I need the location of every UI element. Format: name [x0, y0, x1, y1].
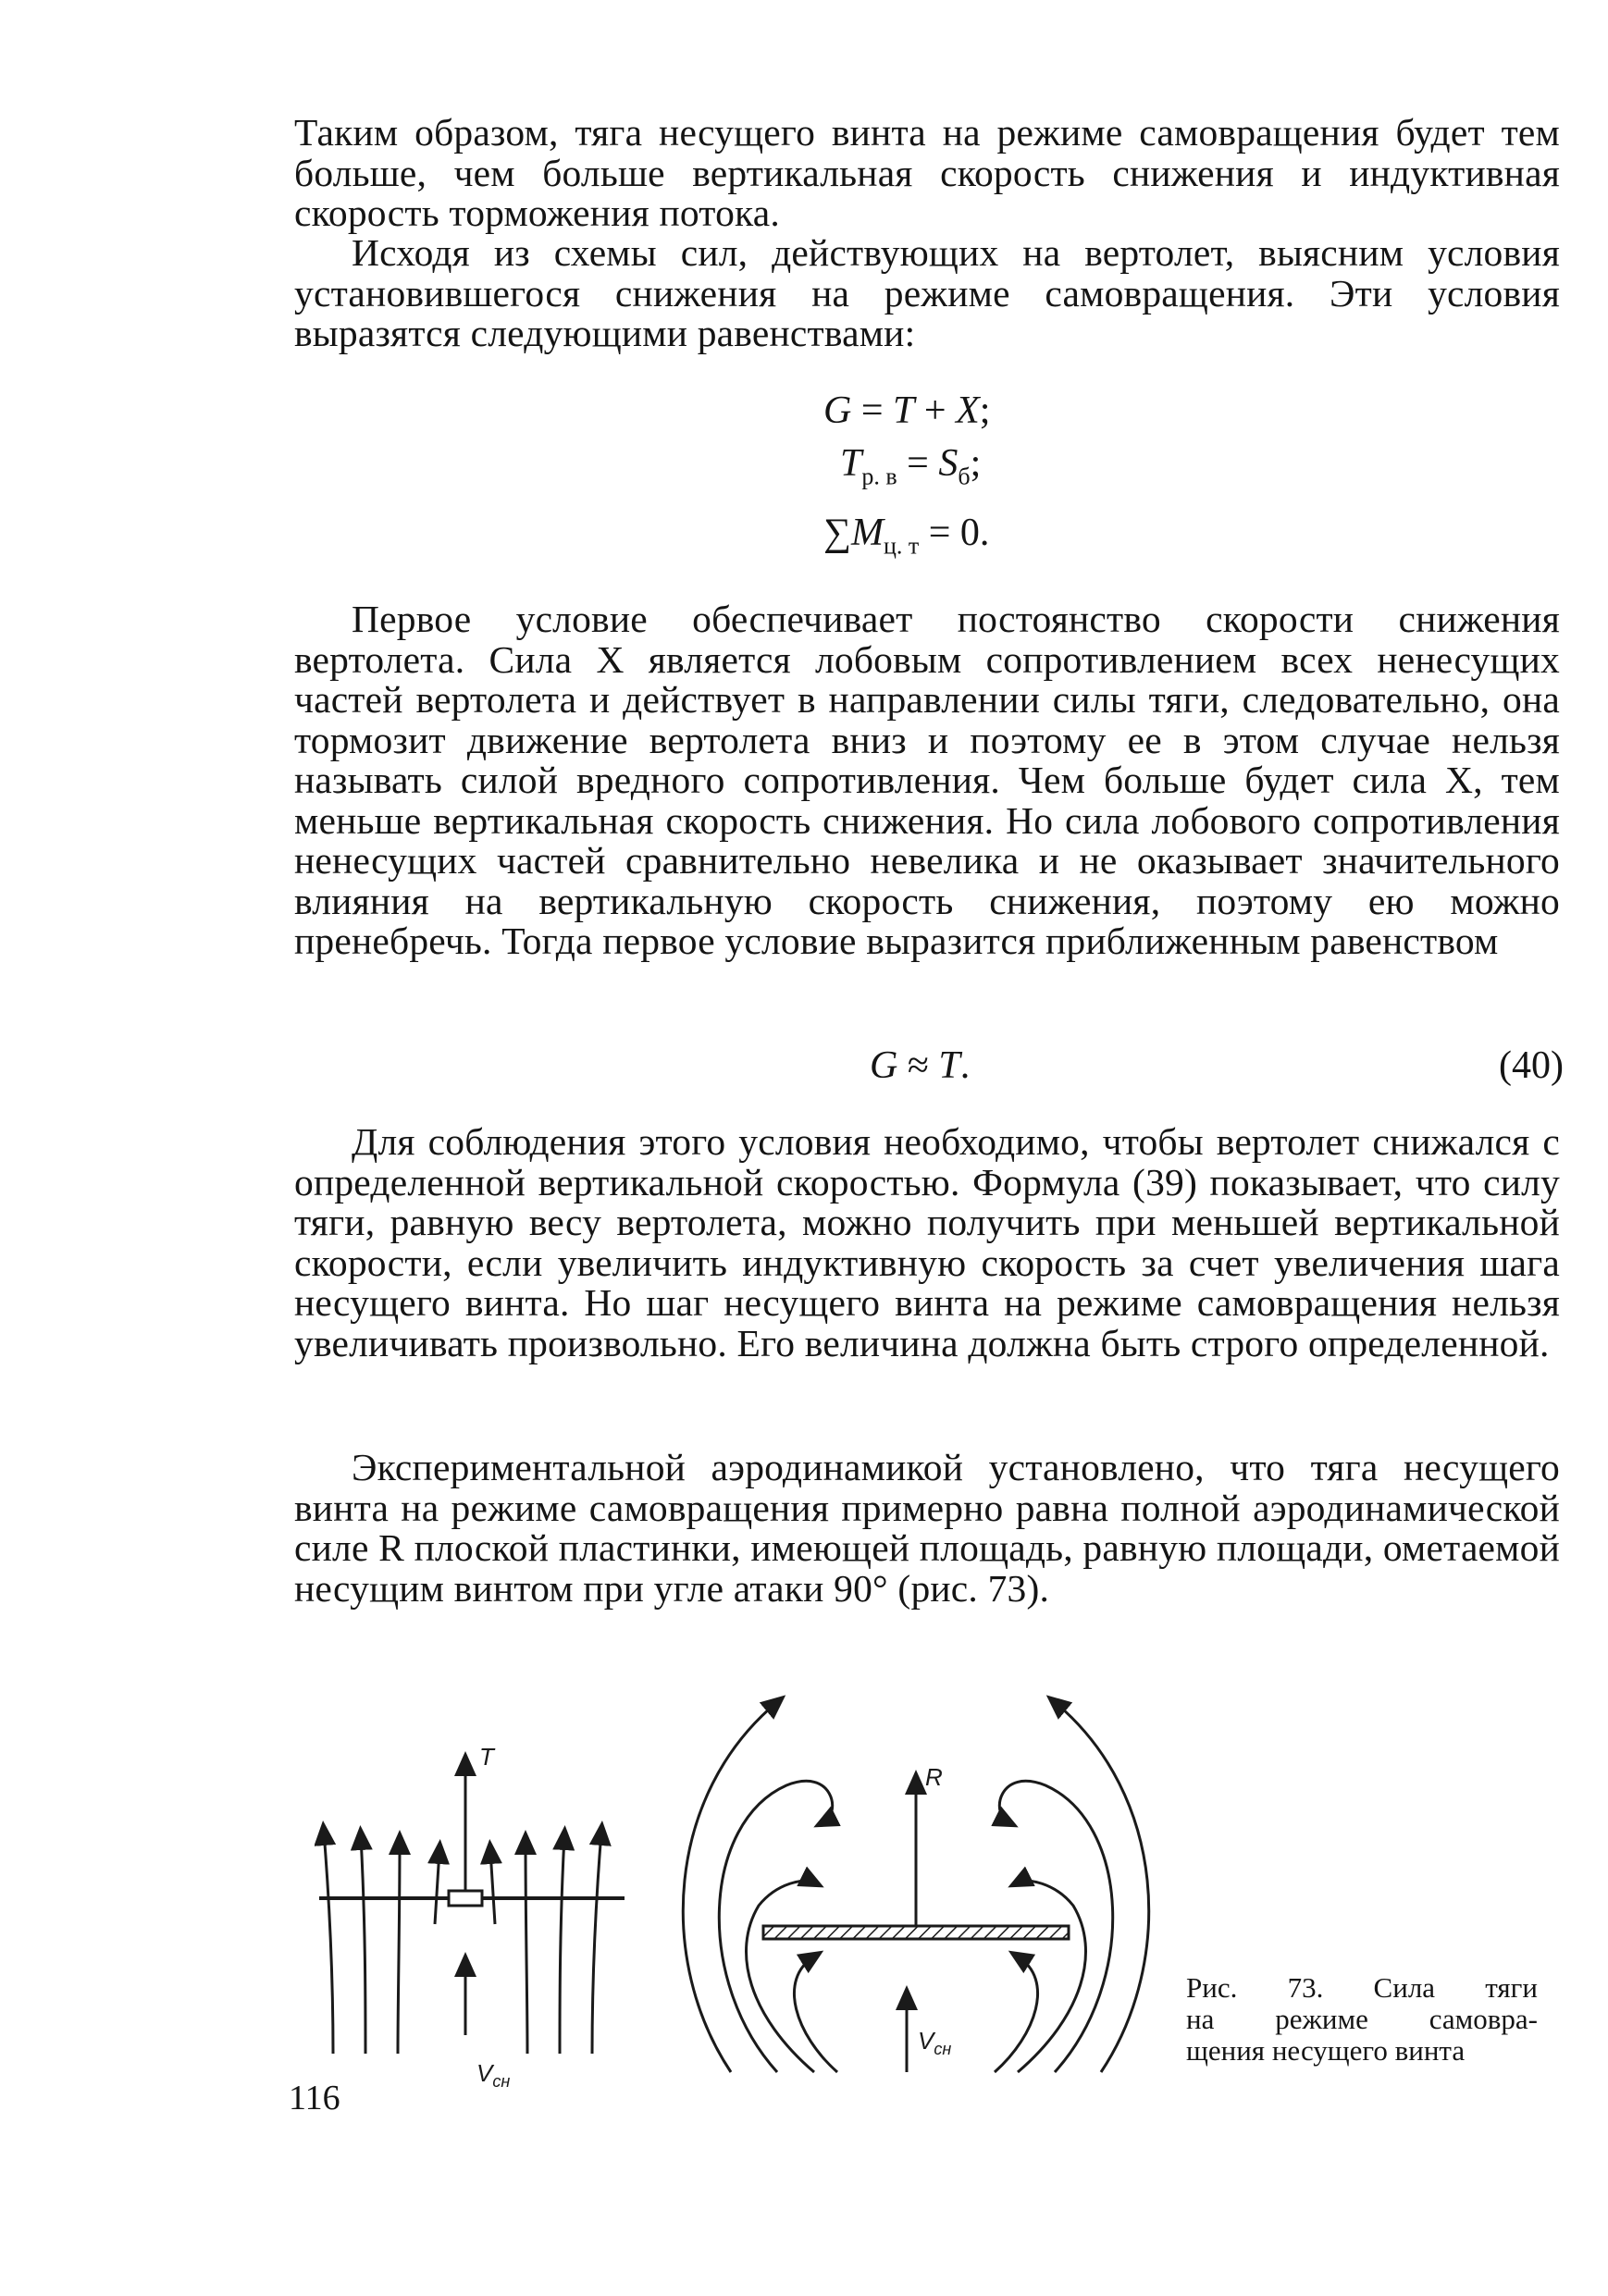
force-label: R — [925, 1763, 943, 1791]
formula-1-x: X — [956, 389, 980, 432]
paragraph-5 — [294, 1448, 1560, 1609]
plate-flow-diagram — [675, 1684, 1157, 2091]
streamline — [526, 1841, 527, 2054]
formula-3-sum: ∑ — [823, 512, 851, 554]
formula-moment-balance — [823, 511, 989, 568]
streamline — [490, 1850, 495, 1924]
figure-caption — [1186, 1972, 1538, 2067]
paragraph-2-text: Исходя из схемы сил, действующих на вертолет, выясним условия установившегося снижения на режиме самовращения. Эти условия выразятся следующими равенствами: — [294, 231, 1560, 354]
caption-line-2: на режиме самовра- — [1186, 2003, 1538, 2035]
paragraph-3-text: Первое условие обеспечивает постоянство скорости снижения вертолета. Сила X является лобовым сопротивлением всех ненесущих частей вертолета и действует в направлении силы тяги, следовательно, она тормозит движение вертолета вниз и поэтому ее в этом случае нельзя называть силой вредного сопротивления. Чем больше будет сила X, тем меньше вертикальная скорость снижения. Но сила лобового сопротивления ненесущих частей сравнительно невелика и не оказывает значительного влияния на вертикальную скорость снижения, поэтому ею можно пренебречь. Тогда первое условие выразится приближенным равенством — [294, 598, 1560, 962]
paragraph-4-text: Для соблюдения этого условия необходимо, чтобы вертолет снижался с определенной вертикальной скоростью. Формула (39) показывает, что силу тяги, равную весу вертолета, можно получить при меньшей вертикальной скорости, если увеличить индуктивную скорость за счет увеличения шага несущего винта. Но шаг несущего винта на режиме самовращения нельзя увеличивать произвольно. Его величина должна быть строго определенной. — [294, 1120, 1560, 1364]
formula-40-g: G — [870, 1044, 898, 1087]
formula-1-end: ; — [979, 389, 991, 432]
formula-40-t: T — [938, 1044, 960, 1087]
velocity-label-right: $V_{сн}$ — [918, 2027, 952, 2058]
paragraph-1 — [294, 113, 1560, 234]
paragraph-5-text: Экспериментальной аэродинамикой установлено, что тяга несущего винта на режиме самовращения примерно равна полной аэродинамической силе R плоской пластинки, имеющей площадь, равную площади, ометаемой несущим винтом при угле атаки 90° (рис. 73). — [294, 1446, 1560, 1610]
formula-3-sub: ц. т — [883, 532, 920, 560]
streamline — [324, 1832, 333, 2054]
formula-40-end: . — [959, 1044, 971, 1087]
formula-3-end: . — [979, 512, 990, 554]
formula-3-m: M — [850, 512, 884, 554]
formula-2-s: S — [938, 442, 959, 485]
caption-line-3: щения несущего винта — [1186, 2034, 1466, 2067]
formula-40-approx: ≈ — [897, 1044, 939, 1087]
paragraph-4 — [294, 1122, 1560, 1364]
formula-2-t: T — [840, 442, 862, 485]
formula-2-sub-a: р. в — [861, 463, 897, 490]
formula-3-val: 0 — [959, 512, 980, 554]
streamline — [435, 1850, 439, 1924]
flat-plate — [763, 1926, 1069, 1939]
streamline — [1055, 1702, 1149, 2072]
streamline — [560, 1836, 564, 2054]
page-number: 116 — [289, 2079, 340, 2117]
streamline — [683, 1702, 777, 2072]
streamline — [794, 1957, 837, 2072]
formula-40 — [870, 1043, 970, 1088]
streamline — [592, 1832, 601, 2054]
formula-1-eq: = — [851, 389, 894, 432]
streamline — [361, 1836, 365, 2054]
rotor-hub — [449, 1891, 482, 1906]
formula-force-balance — [823, 389, 990, 433]
formula-2-eq: = — [897, 442, 939, 485]
paragraph-1-text: Таким образом, тяга несущего винта на режиме самовращения будет тем больше, чем больше вертикальная скорость снижения и индуктивная скорость торможения потока. — [294, 111, 1560, 234]
formula-1-plus: + — [914, 389, 957, 432]
rotor-flow-diagram — [315, 1721, 648, 2091]
formula-tail-rotor-balance — [840, 441, 981, 499]
streamline — [995, 1957, 1038, 2072]
equation-number: (40) — [1499, 1044, 1564, 1087]
paragraph-2 — [294, 233, 1560, 354]
paragraph-3 — [294, 599, 1560, 962]
formula-2-sub-b: б — [958, 463, 971, 490]
formula-2-end: ; — [970, 442, 982, 485]
formula-1-g: G — [823, 389, 852, 432]
formula-1-t: T — [893, 389, 915, 432]
velocity-label-left: $V_{сн}$ — [476, 2059, 511, 2091]
streamline — [398, 1841, 400, 2054]
formula-3-eq: = — [919, 512, 960, 554]
thrust-label: T — [479, 1743, 494, 1771]
caption-line-1: Рис. 73. Сила тяги — [1186, 1971, 1538, 2004]
